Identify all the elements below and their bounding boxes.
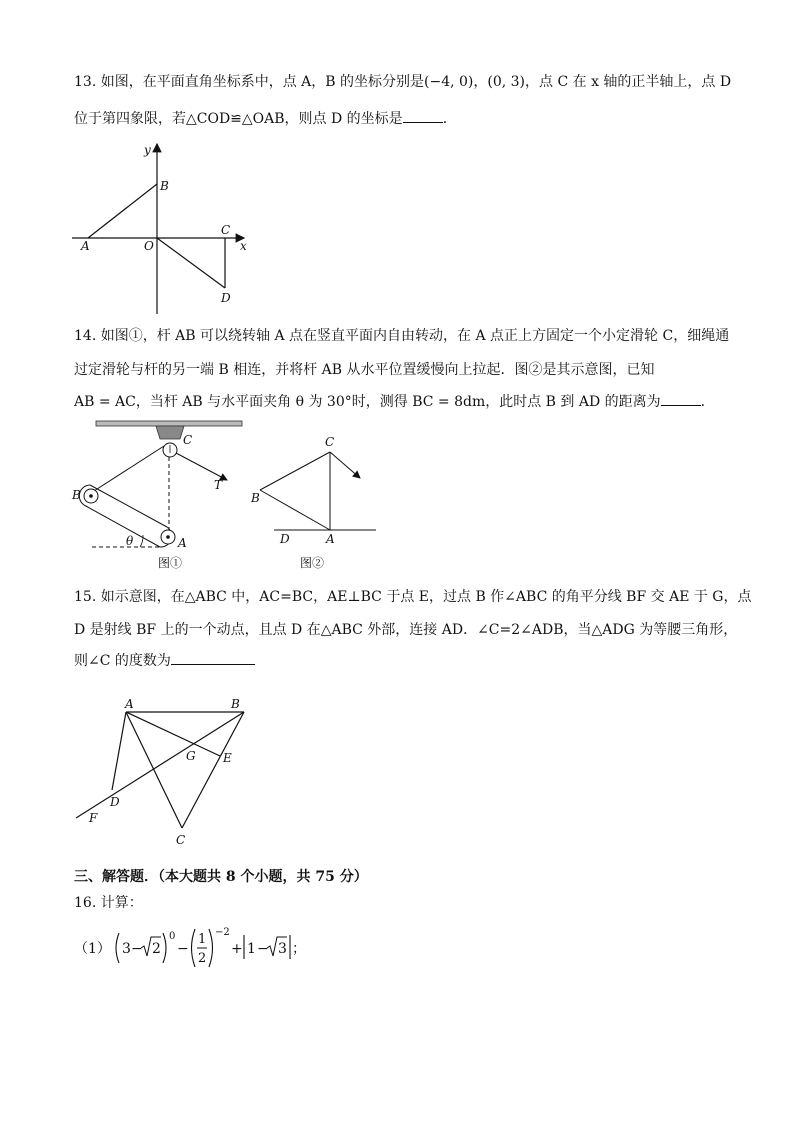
q15-label-A: A xyxy=(125,697,134,711)
q16-formula xyxy=(111,926,306,970)
q13-label-D: D xyxy=(221,291,231,305)
q14-line1: 14. 如图①，杆 AB 可以绕转轴 A 点在竖直平面内自由转动，在 A 点正上方固定一个小定滑轮 C，细绳通 xyxy=(74,328,730,344)
q16-right-paren-1 xyxy=(163,933,166,963)
q15-label-E: E xyxy=(223,751,232,765)
q13-label-x: x xyxy=(240,239,247,253)
q15-label-D: D xyxy=(110,795,120,809)
q14-fig1-label-C: C xyxy=(183,433,193,447)
q13-line2-text: 位于第四象限，若△COD≌△OAB，则点 D 的坐标是 xyxy=(74,111,403,127)
q13-label-B: B xyxy=(160,179,169,193)
q16-left-paren-1 xyxy=(116,933,119,963)
q14-fig2-segment-AB xyxy=(260,490,330,530)
q15-segment-BC xyxy=(182,712,244,828)
q15-segment-AE xyxy=(126,712,220,756)
q14-fig2-label-A: A xyxy=(326,532,335,546)
q16-abs-minus: − xyxy=(256,941,269,957)
q16-right-paren-2 xyxy=(209,929,213,967)
q14-answer-blank xyxy=(661,391,701,406)
q14-fig2-label-D: D xyxy=(280,532,290,546)
q15-label-F: F xyxy=(89,811,98,825)
q16-frac-den: 2 xyxy=(197,951,207,966)
q16-plus: + xyxy=(230,941,243,957)
q16-root-three: 3 xyxy=(277,941,287,957)
q13-label-A: A xyxy=(81,239,90,253)
q14-pulley-mount xyxy=(156,426,184,439)
q14-rope-BC xyxy=(94,446,164,491)
q14-fig1-label-T: T xyxy=(214,478,223,492)
q15-segment-AC xyxy=(126,712,182,828)
q14-fig2-label-B: B xyxy=(251,491,260,505)
q16-part1-expression xyxy=(74,927,306,968)
q14-pivot-B-dot xyxy=(89,494,93,498)
q16-part1-label: （1） xyxy=(74,941,111,957)
q13-figure xyxy=(70,138,260,318)
q15-segment-AD xyxy=(112,712,126,790)
q16-term1-three: 3 xyxy=(121,941,131,957)
q13-line2-end: ． xyxy=(442,111,457,127)
q14-figure-1 xyxy=(70,415,250,575)
q14-fig2-label-C: C xyxy=(325,435,335,449)
q14-rod-top xyxy=(90,485,167,527)
q13-label-C: C xyxy=(221,223,231,237)
q13-label-O: O xyxy=(144,239,154,253)
q13-label-y: y xyxy=(144,143,151,157)
q15-line3 xyxy=(74,650,255,671)
q13-segment-OD xyxy=(157,238,225,288)
q13-line2 xyxy=(74,108,457,129)
q14-pivot-A-dot xyxy=(166,535,170,539)
q13-segment-AB xyxy=(88,184,157,238)
q14-figure-2 xyxy=(248,430,388,575)
q16-frac-num: 1 xyxy=(197,932,207,947)
q14-fig1-caption: 图① xyxy=(158,556,183,570)
q14-line2: 过定滑轮与杆的另一端 B 相连，并将杆 AB 从水平位置缓慢向上拉起．图②是其示意图，已知 xyxy=(74,362,655,378)
q14-line3-text: AB = AC，当杆 AB 与水平面夹角 θ 为 30°时，测得 BC = 8dm，此时点 B 到 AD 的距离为 xyxy=(74,394,661,410)
q16-term1-two: 2 xyxy=(151,941,161,957)
q14-line3 xyxy=(74,391,715,412)
q14-fig1-label-B: B xyxy=(72,488,81,502)
q16-left-paren-2 xyxy=(191,929,195,967)
q16-title: 16. 计算： xyxy=(74,895,143,911)
q13-line1: 13. 如图，在平面直角坐标系中，点 A，B 的坐标分别是(−4, 0)，(0, 3)，点 C 在 x 轴的正半轴上，点 D xyxy=(74,74,732,90)
q14-line3-end: ． xyxy=(700,394,715,410)
q13-answer-blank xyxy=(403,108,443,123)
q15-label-G: G xyxy=(186,749,196,763)
q15-line2: D 是射线 BF 上的一个动点，且点 D 在△ABC 外部，连接 AD．∠C=2∠ADB，当△ADG 为等腰三角形， xyxy=(74,622,738,638)
q14-fig1-label-A: A xyxy=(178,536,187,550)
q14-fig2-segment-BC xyxy=(260,452,330,490)
q14-rope-T xyxy=(176,453,227,480)
q15-line3-text: 则∠C 的度数为 xyxy=(74,653,171,669)
q15-answer-blank xyxy=(171,650,255,665)
q14-fig1-label-theta: θ xyxy=(126,534,134,548)
q16-exp-neg2: −2 xyxy=(214,927,230,938)
q15-label-B: B xyxy=(231,697,240,711)
q15-label-C: C xyxy=(176,833,186,847)
q15-figure xyxy=(70,692,260,852)
q15-line1: 15. 如示意图，在△ABC 中，AC=BC，AE⊥BC 于点 E，过点 B 作∠ABC 的角平分线 BF 交 AE 于 G，点 xyxy=(74,589,752,605)
q16-end: ； xyxy=(291,941,306,957)
q14-rod-bottom xyxy=(84,505,160,547)
q16-exp-zero: 0 xyxy=(168,931,176,942)
q16-abs-one: 1 xyxy=(246,941,256,957)
q16-term1-minus: − xyxy=(130,941,143,957)
section3-heading: 三、解答题．（本大题共 8 个小题，共 75 分） xyxy=(74,869,368,885)
q16-minus-2: − xyxy=(176,941,189,957)
q14-ceiling-bar xyxy=(96,421,242,426)
q14-fig2-caption: 图② xyxy=(300,556,325,570)
q14-fig2-rope-arrow xyxy=(330,452,360,478)
